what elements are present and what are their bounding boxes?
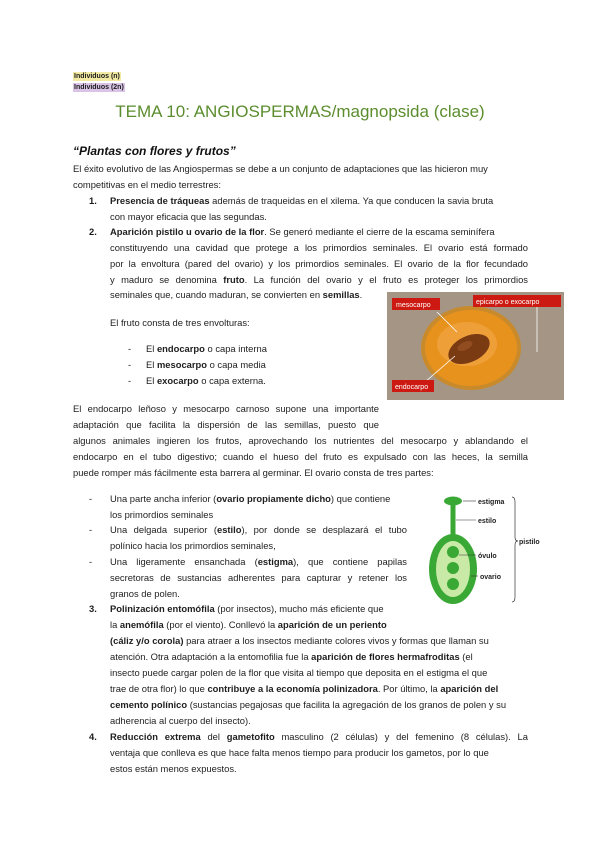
part1-line-1: Una parte ancha inferior (ovario propiamente dicho) que contiene bbox=[110, 493, 391, 504]
item2-line-1: Aparición pistilo u ovario de la flor. Se generó mediante el cierre de la escama seminífera bbox=[110, 226, 495, 237]
pistil-diagram bbox=[416, 492, 556, 607]
para-line-5: puede romper más fácilmente esta barrera al germinar. El ovario consta de tres partes: bbox=[73, 467, 434, 478]
label-estigma: estigma bbox=[478, 499, 505, 506]
dash-bullet: - bbox=[128, 359, 132, 370]
item3-line-5: insecto puede cargar polen de la flor que visita al tiempo que deposita en el estigma el que bbox=[110, 667, 488, 678]
list-number-4: 4. bbox=[89, 731, 97, 742]
dash-bullet: - bbox=[89, 556, 93, 567]
item2-line-5: seminales que, cuando maduran, se convierten en semillas. bbox=[110, 289, 363, 300]
item2-line-3: por la envoltura (pared del ovario) y los primordios seminales. El ovario de la flor fecundado bbox=[110, 258, 528, 269]
label-pistilo: pistilo bbox=[519, 539, 540, 546]
intro-line-2: competitivas en el medio terrestres: bbox=[73, 179, 221, 190]
label-ovario: ovario bbox=[480, 574, 502, 581]
subtitle: “Plantas con flores y frutos” bbox=[73, 144, 236, 158]
dash-bullet: - bbox=[128, 375, 132, 386]
layer-endocarpo: El endocarpo o capa interna bbox=[146, 343, 267, 354]
intro-line-1: El éxito evolutivo de las Angiospermas se debe a un conjunto de adaptaciones que las hicieron muy bbox=[73, 163, 488, 174]
item2-line-2: constituyendo una cavidad que protege a los primordios seminales. El ovario está formado bbox=[110, 242, 528, 253]
label-exocarpo: epicarpo o exocarpo bbox=[476, 299, 540, 306]
pistil-brace bbox=[512, 497, 518, 602]
part3-line-3: granos de polen. bbox=[110, 588, 180, 599]
item4-line-2: ventaja que conlleva es que hace falta menos tiempo para producir los gametos, por lo que bbox=[110, 747, 489, 758]
list-number-2: 2. bbox=[89, 226, 97, 237]
dash-bullet: - bbox=[89, 493, 93, 504]
item3-line-6: trae de otra flor) lo que contribuye a la economía polinizadora. Por último, la aparición del bbox=[110, 683, 499, 694]
fruit-intro: El fruto consta de tres envolturas: bbox=[110, 317, 250, 328]
highlight-individuos-n: Individuos (n) bbox=[74, 73, 120, 80]
page-title: TEMA 10: ANGIOSPERMAS/magnopsida (clase) bbox=[115, 102, 485, 121]
item3-line-7: cemento polínico (sustancias pegajosas que facilita la agregación de los granos de polen y su bbox=[110, 699, 507, 710]
part1-line-2: los primordios seminales bbox=[110, 509, 214, 520]
item1-line-2: con mayor eficacia que las segundas. bbox=[110, 211, 267, 222]
part2-line-1: Una delgada superior (estilo), por donde se desplazará el tubo bbox=[110, 524, 407, 535]
stigma-shape bbox=[444, 497, 462, 506]
dash-bullet: - bbox=[89, 524, 93, 535]
dash-bullet: - bbox=[128, 343, 132, 354]
item3-line-2: la anemófila (por el viento). Conllevó la aparición de un periento bbox=[110, 619, 387, 630]
item4-line-3: estos están menos expuestos. bbox=[110, 763, 237, 774]
para-line-1: El endocarpo leñoso y mesocarpo carnoso supone una importante bbox=[73, 403, 379, 414]
fruit-cross-section-photo bbox=[387, 292, 564, 400]
ovule-3 bbox=[447, 578, 459, 590]
part2-line-2: polínico hacia los primordios seminales, bbox=[110, 540, 276, 551]
item2-line-4: y maduro se denomina fruto. La función del ovario y el fruto es proteger los primordios bbox=[110, 274, 528, 285]
list-number-3: 3. bbox=[89, 603, 97, 614]
item4-line-1: Reducción extrema del gametofito masculino (2 células) y del femenino (8 células). La bbox=[110, 731, 528, 742]
para-line-3: algunos animales ingieren los frutos, aprovechando los nutrientes del mesocarpo y ablandando el bbox=[73, 435, 528, 446]
list-number-1: 1. bbox=[89, 195, 97, 206]
ovule-1 bbox=[447, 546, 459, 558]
label-mesocarpo: mesocarpo bbox=[396, 302, 431, 309]
item3-line-8: adherencia al cuerpo del insecto). bbox=[110, 715, 251, 726]
para-line-2: adaptación que facilita la dispersión de las semillas, puesto que bbox=[73, 419, 379, 430]
label-estilo: estilo bbox=[478, 518, 497, 525]
style-shape bbox=[451, 505, 456, 537]
item3-line-4: atención. Otra adaptación a la entomofilia fue la aparición de flores hermafroditas (el bbox=[110, 651, 473, 662]
para-line-4: endocarpo en el tubo digestivo; cuando el hueso del fruto es expulsado con las heces, la semilla bbox=[73, 451, 528, 462]
ovule-2 bbox=[447, 562, 459, 574]
label-endocarpo: endocarpo bbox=[395, 384, 429, 391]
item3-line-1: Polinización entomófila (por insectos), mucho más eficiente que bbox=[110, 603, 384, 614]
part3-line-1: Una ligeramente ensanchada (estigma), que contiene papilas bbox=[110, 556, 407, 567]
layer-exocarpo: El exocarpo o capa externa. bbox=[146, 375, 266, 386]
layer-mesocarpo: El mesocarpo o capa media bbox=[146, 359, 266, 370]
label-ovulo: óvulo bbox=[478, 553, 497, 560]
item1-line-1: Presencia de tráqueas además de traqueidas en el xilema. Ya que conducen la savia bruta bbox=[110, 195, 494, 206]
part3-line-2: secretoras de sustancias adherentes para capturar y retener los bbox=[110, 572, 407, 583]
highlight-individuos-2n: Individuos (2n) bbox=[74, 84, 124, 91]
item3-line-3: (cáliz y/o corola) para atraer a los insectos mediante colores vivos y formas que llaman su bbox=[110, 635, 489, 646]
